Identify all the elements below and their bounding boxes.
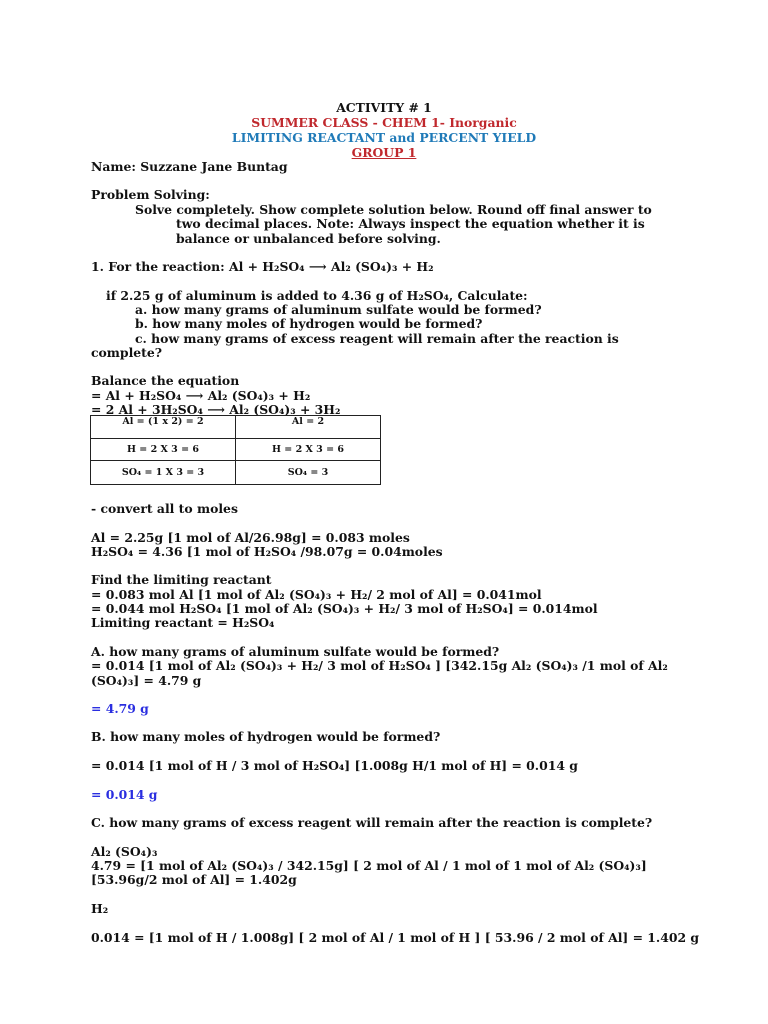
group-title: GROUP 1 [351, 145, 417, 160]
part-b-question: B. how many moles of hydrogen would be formed? [91, 729, 441, 744]
question-c: c. how many grams of excess reagent will remain after the reaction is [135, 331, 619, 346]
moles-heading: - convert all to moles [91, 501, 238, 516]
part-a-work: = 0.014 [1 mol of Al₂ (SO₄)₃ + H₂/ 3 mol of H₂SO₄ ] [342.15g Al₂ (SO₄)₃ /1 mol of Al₂ [91, 658, 668, 673]
question-c-continued: complete? [91, 345, 163, 360]
limiting-heading: Find the limiting reactant [91, 572, 272, 587]
limiting-line: = 0.083 mol Al [1 mol of Al₂ (SO₄)₃ + H₂/ 2 mol of Al] = 0.041mol [91, 587, 542, 602]
part-c-work: 0.014 = [1 mol of H / 1.008g] [ 2 mol of Al / 1 mol of H ] [ 53.96 / 2 mol of Al] = 1.402 g [91, 930, 700, 945]
limiting-line: = 0.044 mol H₂SO₄ [1 mol of Al₂ (SO₄)₃ + H₂/ 3 mol of H₂SO₄] = 0.014mol [91, 601, 598, 616]
atom-balance-table [90, 415, 381, 485]
part-c-work: [53.96g/2 mol of Al] = 1.402g [91, 872, 297, 887]
topic-title: LIMITING REACTANT and PERCENT YIELD [231, 130, 537, 145]
part-a-question: A. how many grams of aluminum sulfate would be formed? [91, 644, 500, 659]
balance-equation: = Al + H₂SO₄ ⟶ Al₂ (SO₄)₃ + H₂ [91, 388, 311, 403]
part-b-work: = 0.014 [1 mol of H / 3 mol of H₂SO₄] [1.008g H/1 mol of H] = 0.014 g [91, 758, 578, 773]
limiting-result: Limiting reactant = H₂SO₄ [91, 615, 275, 630]
part-c-work: 4.79 = [1 mol of Al₂ (SO₄)₃ / 342.15g] [ 2 mol of Al / 1 mol of 1 mol of Al₂ (SO₄)₃] [91, 858, 647, 873]
part-c-question: C. how many grams of excess reagent will remain after the reaction is complete? [91, 815, 653, 830]
table-cell: Al = 2 [236, 416, 381, 439]
class-title: SUMMER CLASS - CHEM 1- Inorganic [251, 115, 517, 130]
part-a-answer: = 4.79 g [91, 701, 149, 716]
table-row [91, 461, 381, 485]
balance-heading: Balance the equation [91, 373, 240, 388]
balanced-equation: = 2 Al + 3H₂SO₄ ⟶ Al₂ (SO₄)₃ + 3H₂ [91, 402, 341, 417]
part-c-h2-label: H₂ [91, 901, 109, 916]
instructions-line: Solve completely. Show complete solution below. Round off final answer to [135, 202, 652, 217]
instructions-line: balance or unbalanced before solving. [176, 231, 441, 246]
instructions-heading: Problem Solving: [91, 187, 210, 202]
table-cell: H = 2 X 3 = 6 [91, 439, 236, 461]
table-row [91, 416, 381, 439]
problem-given: if 2.25 g of aluminum is added to 4.36 g of H₂SO₄, Calculate: [106, 288, 528, 303]
part-b-answer: = 0.014 g [91, 787, 158, 802]
table-cell: SO₄ = 1 X 3 = 3 [91, 461, 236, 485]
question-a: a. how many grams of aluminum sulfate would be formed? [135, 302, 542, 317]
activity-title: ACTIVITY # 1 [336, 100, 432, 115]
table-row [91, 439, 381, 461]
table-cell: SO₄ = 3 [236, 461, 381, 485]
part-a-work: (SO₄)₃] = 4.79 g [91, 673, 202, 688]
moles-al: Al = 2.25g [1 mol of Al/26.98g] = 0.083 moles [91, 530, 410, 545]
instructions-line: two decimal places. Note: Always inspect the equation whether it is [176, 216, 645, 231]
table-cell: H = 2 X 3 = 6 [236, 439, 381, 461]
question-b: b. how many moles of hydrogen would be formed? [135, 316, 483, 331]
reaction-equation: 1. For the reaction: Al + H₂SO₄ ⟶ Al₂ (SO₄)₃ + H₂ [91, 259, 434, 274]
student-name: Name: Suzzane Jane Buntag [91, 159, 288, 174]
part-c-formula: Al₂ (SO₄)₃ [91, 844, 158, 859]
moles-h2so4: H₂SO₄ = 4.36 [1 mol of H₂SO₄ /98.07g = 0.04moles [91, 544, 443, 559]
table-cell: Al = (1 x 2) = 2 [91, 416, 236, 439]
